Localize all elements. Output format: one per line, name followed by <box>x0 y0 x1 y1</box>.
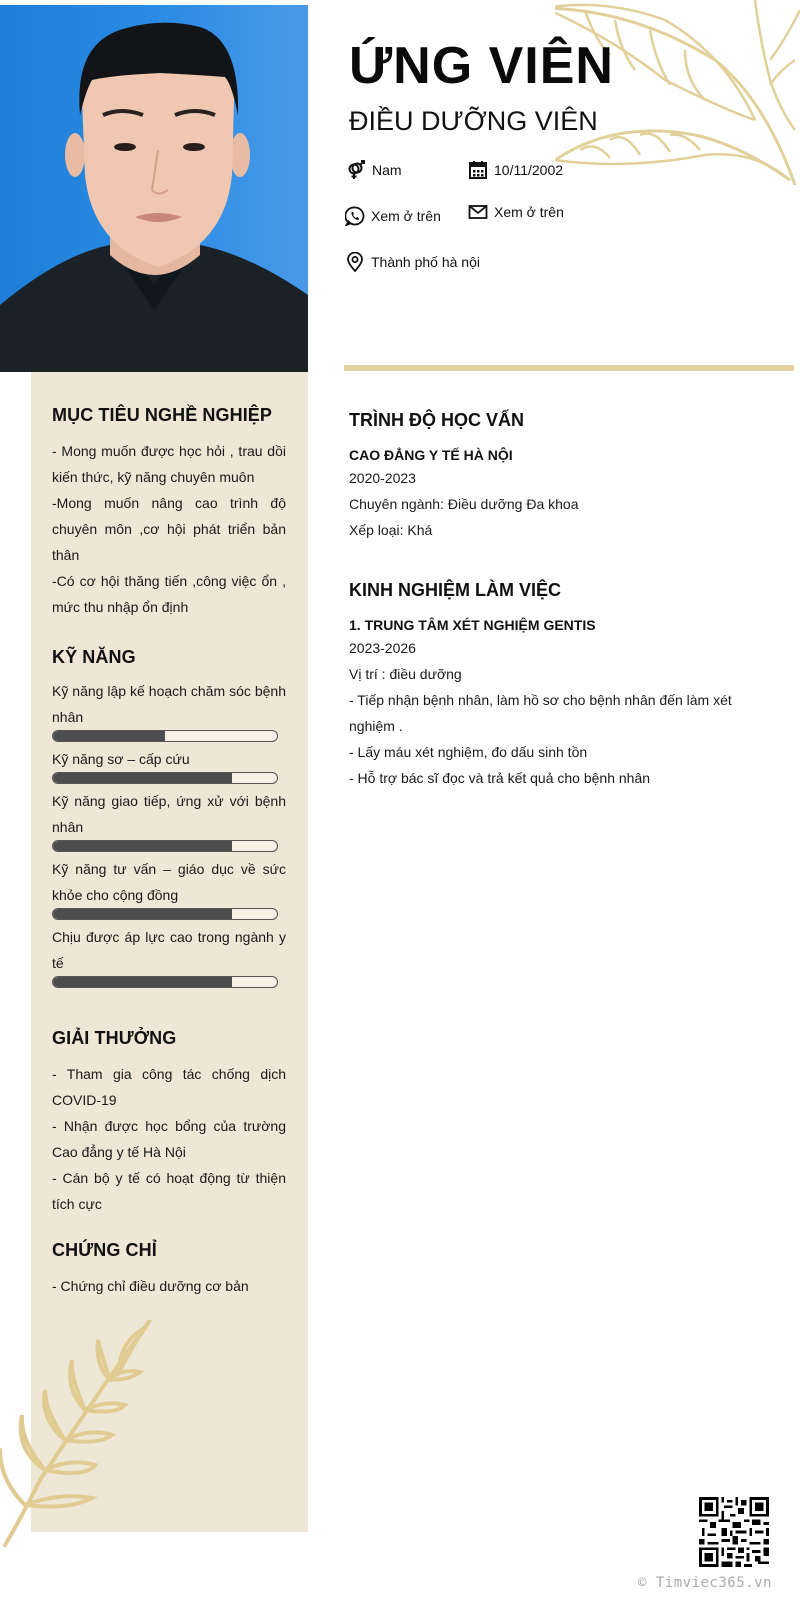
award-line: - Tham gia công tác chống dịch COVID-19 <box>52 1066 286 1108</box>
experience-duty: - Hỗ trợ bác sĩ đọc và trả kết quả cho bệnh nhân <box>349 770 651 786</box>
experience-duty: - Tiếp nhận bệnh nhân, làm hồ sơ cho bệnh nhân đến làm xét nghiệm . <box>349 692 732 734</box>
section-experience <box>349 580 769 791</box>
certificate-line: - Chứng chỉ điều dưỡng cơ bản <box>52 1278 249 1294</box>
skill-progress-fill <box>53 841 232 851</box>
skill-progress-bar <box>52 730 278 742</box>
skill-progress-bar <box>52 908 278 920</box>
skill-item <box>52 678 286 742</box>
skill-label: Kỹ năng tư vấn – giáo dục về sức khỏe cho cộng đồng <box>52 861 286 903</box>
skill-progress-bar <box>52 772 278 784</box>
candidate-header <box>349 36 614 136</box>
envelope-icon <box>468 202 488 222</box>
education-school: CAO ĐẲNG Y TẾ HÀ NỘI <box>349 447 513 463</box>
skill-label: Kỹ năng giao tiếp, ứng xử với bệnh nhân <box>52 793 286 835</box>
experience-position: Vị trí : điều dưỡng <box>349 666 462 682</box>
info-address <box>345 252 480 272</box>
skill-item <box>52 924 286 988</box>
gender-icon <box>346 160 366 180</box>
info-gender <box>346 160 402 180</box>
objective-text <box>52 438 286 620</box>
education-title: TRÌNH ĐỘ HỌC VẤN <box>349 410 524 430</box>
decorative-leaf-bottom-icon <box>0 1320 160 1550</box>
certificates-text <box>52 1273 286 1299</box>
experience-company: 1. TRUNG TÂM XÉT NGHIỆM GENTIS <box>349 617 596 633</box>
section-skills <box>52 647 286 992</box>
address-value: Thành phố hà nội <box>371 254 480 270</box>
info-phone <box>345 206 441 226</box>
section-education <box>349 410 769 543</box>
section-awards <box>52 1028 286 1217</box>
objective-title: MỤC TIÊU NGHỀ NGHIỆP <box>52 405 273 425</box>
education-major: Chuyên ngành: Điều dưỡng Đa khoa <box>349 496 579 512</box>
watermark: © Timviec365.vn <box>638 1575 772 1591</box>
experience-period: 2023-2026 <box>349 640 416 656</box>
candidate-photo <box>0 5 308 372</box>
candidate-role: ĐIỀU DƯỠNG VIÊN <box>349 106 598 136</box>
awards-title: GIẢI THƯỞNG <box>52 1028 177 1048</box>
skill-progress-bar <box>52 976 278 988</box>
skill-item <box>52 856 286 920</box>
gender-value: Nam <box>372 162 402 178</box>
skill-label: Kỹ năng sơ – cấp cứu <box>52 751 190 767</box>
candidate-name: ỨNG VIÊN <box>349 37 614 95</box>
awards-text <box>52 1061 286 1217</box>
skills-title: KỸ NĂNG <box>52 647 136 667</box>
skill-label: Kỹ năng lập kế hoạch chăm sóc bệnh nhân <box>52 683 286 725</box>
skill-progress-fill <box>53 731 165 741</box>
email-value: Xem ở trên <box>494 204 564 220</box>
skill-progress-bar <box>52 840 278 852</box>
header-divider <box>344 365 794 371</box>
phone-value: Xem ở trên <box>371 208 441 224</box>
objective-line: - Mong muốn được học hỏi , trau dồi kiến thức, kỹ năng chuyên muôn <box>52 443 286 485</box>
info-birthday <box>468 160 563 180</box>
skill-label: Chịu được áp lực cao trong ngành y tế <box>52 929 286 971</box>
whatsapp-phone-icon <box>345 206 365 226</box>
skill-item <box>52 746 286 784</box>
award-line: - Cán bộ y tế có hoạt động từ thiện tích cực <box>52 1170 286 1212</box>
portrait-icon <box>0 5 308 372</box>
qr-code-icon <box>699 1497 769 1567</box>
skill-progress-fill <box>53 773 232 783</box>
skill-item <box>52 788 286 852</box>
experience-duty: - Lấy máu xét nghiệm, đo dấu sinh tồn <box>349 744 588 760</box>
skill-progress-fill <box>53 909 232 919</box>
skills-list <box>52 678 286 988</box>
objective-line: -Có cơ hội thăng tiến ,công việc ổn , mức thu nhập ổn định <box>52 573 286 615</box>
experience-title: KINH NGHIỆM LÀM VIỆC <box>349 580 562 600</box>
section-certificates <box>52 1240 286 1299</box>
calendar-icon <box>468 160 488 180</box>
skill-progress-fill <box>53 977 232 987</box>
section-objective <box>52 405 286 620</box>
education-period: 2020-2023 <box>349 470 416 486</box>
education-grade: Xếp loại: Khá <box>349 522 433 538</box>
award-line: - Nhận được học bổng của trường Cao đẳng y tế Hà Nội <box>52 1118 286 1160</box>
objective-line: -Mong muốn nâng cao trình độ chuyên môn ,cơ hội phát triển bản thân <box>52 495 286 563</box>
map-pin-icon <box>345 252 365 272</box>
birthday-value: 10/11/2002 <box>494 162 564 178</box>
info-email <box>468 202 564 222</box>
certificates-title: CHỨNG CHỈ <box>52 1240 157 1260</box>
